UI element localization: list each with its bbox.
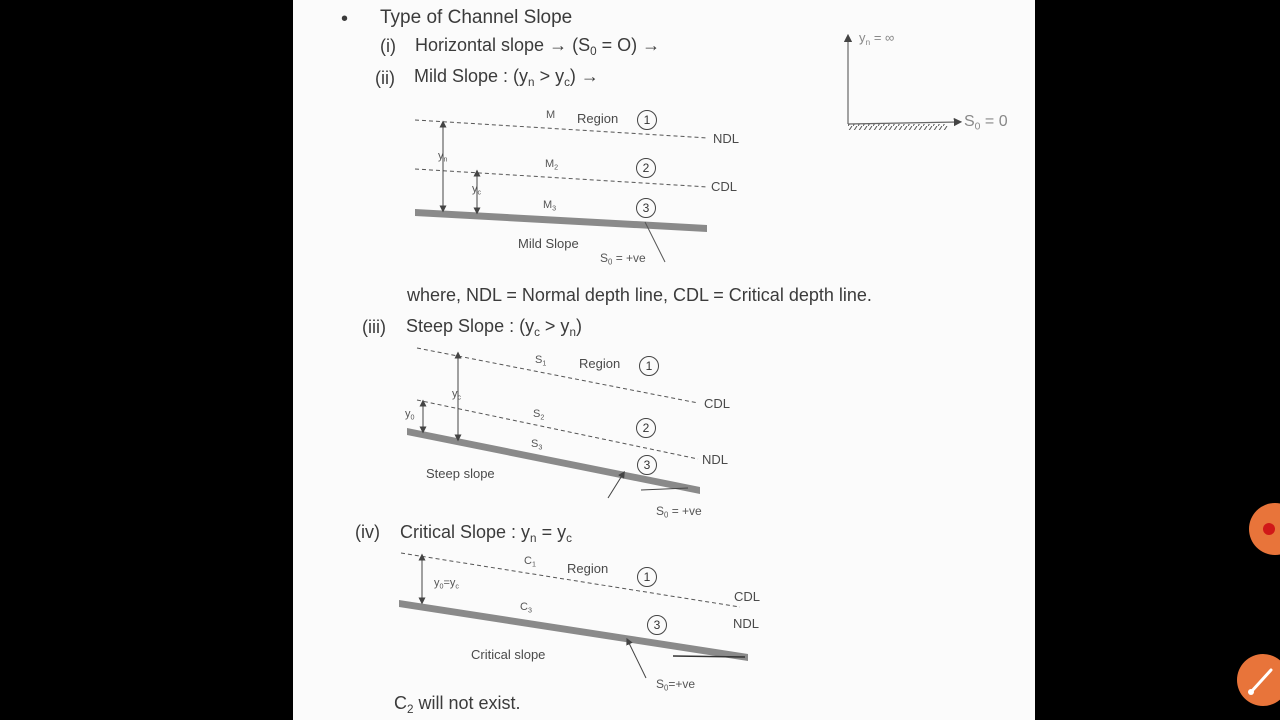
definition-text: where, NDL = Normal depth line, CDL = Critical depth line. [407, 285, 872, 305]
diagram-lines [293, 0, 1035, 720]
mild-yn-label: $y_n$ [438, 150, 448, 164]
steep-s2-label: $S_2$ [533, 408, 545, 422]
critical-depth-label: $y_0=y_c$ [434, 577, 459, 591]
horizontal-slope-text: Horizontal slope → $(S_0 = O)$ → [415, 35, 661, 59]
mild-region-2: 2 [636, 158, 656, 178]
critical-channel-bed [399, 600, 748, 661]
critical-region-label: Region [567, 561, 609, 576]
mild-ndl-label: NDL [713, 131, 740, 146]
steep-region-1: 1 [639, 356, 659, 376]
brush-icon [1237, 654, 1280, 706]
steep-yc-label: $y_c$ [452, 388, 462, 402]
mild-number: (ii) [375, 68, 395, 88]
critical-number: (iv) [355, 522, 380, 542]
horizontal-slope-figure [848, 38, 958, 130]
steep-region-3: 3 [637, 455, 657, 475]
critical-region-3: 3 [647, 615, 667, 635]
record-dot-icon [1263, 523, 1275, 535]
steep-s0-label: $S_0 = +ve$ [656, 504, 702, 520]
steep-s1-label: $S_1$ [535, 354, 547, 368]
critical-s0-label: $S_0=+ve$ [656, 677, 696, 693]
steep-region-label: Region [579, 356, 621, 371]
mild-s0-label: $S_0 = +ve$ [600, 251, 646, 267]
mild-m3-label: $M_3$ [543, 199, 557, 213]
mild-yc-label: $y_c$ [472, 183, 482, 197]
mild-region-1: 1 [637, 110, 657, 130]
record-button[interactable] [1249, 503, 1280, 555]
critical-c3-label: $C_3$ [520, 601, 532, 615]
mild-m2-label: $M_2$ [545, 158, 559, 172]
mild-ndl-line [415, 120, 708, 138]
steep-ndl-label: NDL [702, 452, 729, 467]
mild-channel-bed [415, 209, 707, 232]
brush-button[interactable] [1237, 654, 1280, 706]
steep-s3-label: $S_3$ [531, 438, 543, 452]
horizontal-number: (i) [380, 36, 396, 56]
steep-bed-label: Steep slope [426, 466, 495, 481]
mild-region-3: 3 [636, 198, 656, 218]
critical-region-1: 1 [637, 567, 657, 587]
critical-ndl-label: NDL [733, 616, 760, 631]
mild-region-label: Region [577, 111, 619, 126]
bullet: • [341, 8, 349, 30]
critical-slope-text: Critical Slope : $y_n = y_c$ [400, 522, 572, 546]
mild-m1-label: M [546, 109, 556, 121]
steep-number: (iii) [362, 317, 386, 337]
critical-cdl-label: CDL [734, 589, 761, 604]
steep-yn-label: $y_0$ [405, 408, 415, 422]
document-page [293, 0, 1035, 720]
mild-slope-text: Mild Slope : $(y_n > y_c)$ → [414, 66, 599, 90]
mild-cdl-line [415, 169, 708, 187]
steep-region-2: 2 [636, 418, 656, 438]
critical-c1-label: $C_1$ [524, 555, 536, 569]
footer-note: $C_2$ will not exist. [394, 693, 521, 717]
mild-cdl-label: CDL [711, 179, 738, 194]
horizontal-yn-label: $y_n$ = ∞ [859, 30, 895, 47]
section-heading: Type of Channel Slope [380, 7, 573, 28]
critical-bed-label: Critical slope [471, 647, 546, 662]
mild-bed-label: Mild Slope [518, 236, 579, 251]
steep-slope-text: Steep Slope : $(y_c > y_n)$ [406, 316, 582, 340]
steep-cdl-label: CDL [704, 396, 731, 411]
horizontal-s0-label: $S_0 = 0$ [964, 113, 1008, 133]
